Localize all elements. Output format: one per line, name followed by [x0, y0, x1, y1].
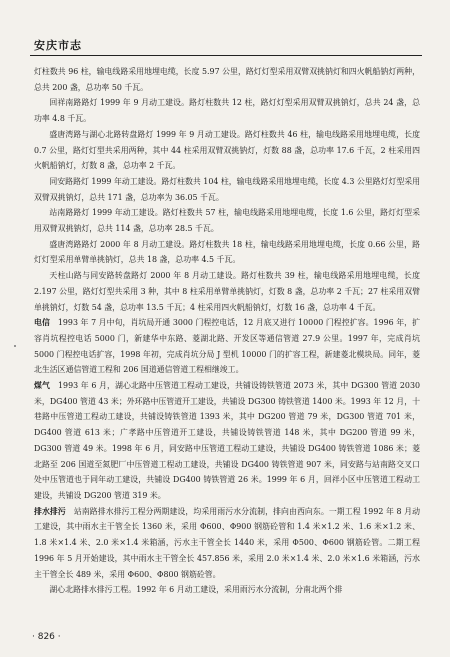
body-text — [34, 64, 420, 598]
paragraph — [34, 268, 420, 315]
paragraph — [34, 582, 420, 598]
section-term-drainage: 排水排污 — [34, 506, 66, 516]
paragraph — [34, 205, 420, 236]
paragraph — [34, 127, 420, 174]
paragraph-text: 回祥南路路灯 1999 年 9 月动工建设。路灯柱数共 12 柱，路灯灯型采用双臂双挑钠灯，总共 24 盏，总功率 4.8 千瓦。 — [34, 98, 420, 124]
scan-dot — [14, 345, 16, 347]
paragraph-text: 站南路路灯 1999 年动工建设。路灯柱数共 57 柱，输电线路采用地埋电缆，长度 1.6 公里，路灯灯型采用双臂双挑钠灯，总共 114 盏，总功率 28.5 千瓦。 — [34, 208, 420, 234]
paragraph-text: 天柱山路与同安路转盘路灯 2000 年 8 月动工建设。路灯柱数共 39 柱，输电线路采用地埋电缆，长度 2.197 公里，路灯灯型共采用 3 种，其中 8 柱采用单臂单挑钠灯，灯数 8 盏，总功率 2 千瓦；27 柱采用双臂单挑钠灯，灯数 54 盏，总功率 13.5 千瓦；4 柱采用四火帆船钠灯，灯数 16 盏，总功率 4 千瓦。 — [34, 271, 420, 312]
paragraph — [34, 174, 420, 205]
page-header-title: 安庆市志 — [34, 39, 82, 52]
paragraph-text: 盛唐湾路与湖心北路转盘路灯 1999 年 9 月动工建设。路灯柱数共 46 柱，输电线路采用地埋电缆，长度 0.7 公里，路灯灯型共采用两种，其中 44 柱采用双臂双挑钠灯，灯数 88 盏，总功率 17.6 千瓦，2 柱采用四火帆船钠灯，灯数 8 盏，总功率 2 千瓦。 — [34, 129, 420, 171]
paragraph-text: 站南路排水排污工程分两期建设，均采用雨污水分流制，排向由西向东。一期工程 1992 年 8 月动工建设，其中雨水主干管全长 1360 米，采用 Φ600、Φ900 钢筋砼管和 1.4 米×1.2 米、1.6 米×1.2 米、1.8 米×1.4 米、2.0 米×1.4 米箱涵，污水主干管全长 1440 米，采用 Φ500、Φ600 钢筋砼管。二期工程 1996 年 5 月开始建设，其中雨水主干管全长 457.856 米，采用 2.0 米×1.4 米、2.0 米×1.6 米箱涵，污水主干管全长 489 米，采用 Φ600、Φ800 钢筋砼管。 — [34, 506, 420, 579]
paragraph-text: 同安路路灯 1999 年动工建设。路灯柱数共 104 柱，输电线路采用地埋电缆，长度 4.3 公里路灯灯型采用双臂双挑钠灯，总共 171 盏，总功率为 36.05 千瓦。 — [34, 176, 420, 202]
paragraph — [34, 378, 420, 504]
section-term-telecom: 电信 — [34, 318, 50, 328]
paragraph-text: 1993 年 7 月中旬，肖坑局开通 3000 门程控电话，12 月底又进行 10000 门程控扩容。1996 年，扩容肖坑程控电话 5000 门，新建华中东路、菱湖北路、开发区等通信管道 27.9 公里。1997 年，完成肖坑 5000 门程控电话扩容，1998 年初，完成肖坑分局 J 型机 10000 门的扩容工程，新建菱北模块局。同年，菱北生活区通信管道工程和 206 国道通信管道工程相继竣工。 — [34, 318, 420, 375]
section-term-gas: 煤气 — [34, 381, 51, 391]
paragraph — [34, 315, 420, 378]
paragraph-text: 盛唐湾路路灯 2000 年 8 月动工建设。路灯柱数共 18 柱，输电线路采用地埋电缆，长度 0.66 公里，路灯灯型采用单臂单挑钠灯，总共 18 盏，总功率 4.5 千瓦。 — [34, 239, 420, 265]
paragraph-text: 灯柱数共 96 柱，输电线路采用地埋电缆，长度 5.97 公里，路灯灯型采用双臂双挑钠灯和四火帆船钠灯两种，总共 200 盏，总功率 50 千瓦。 — [34, 67, 420, 92]
header-rule — [30, 55, 422, 56]
paragraph — [34, 64, 420, 95]
paragraph — [34, 237, 420, 268]
paragraph — [34, 95, 420, 126]
paragraph — [34, 504, 420, 583]
page-number: · 826 · — [32, 632, 61, 642]
paragraph-text: 1993 年 6 月，湖心北路中压管道工程动工建设，共铺设铸铁管道 2073 米，其中 DG300 管道 2030 米，DG400 管道 43 米；外环路中压管道开工建设，共铺设 DG300 铸铁管道 1400 米。1993 年 12 月，十巷路中压管道工程动工建设，共铺设铸铁管道 1393 米，其中 DG200 管道 79 米，DG300 管道 701 米，DG400 管道 613 米；广孝路中压管道开工建设，共铺设铸铁管道 148 米，其中 DG200 管道 99 米，DG300 管道 49 米。1998 年 6 月，同安路中压管道工程动工建设，共铺设 DG400 铸铁管道 1086 米；菱北路至 206 国道至氮肥厂中压管道工程动工建设，共铺设 DG400 铸铁管道 907 米，同安路与站南路交叉口处中压管道也于同年动工建设，共铺设 DG400 铸铁管道 26 米。1999 年 6 月，回祥小区中压管道工程动工建设，共铺设 DG200 管道 319 米。 — [34, 381, 420, 500]
paragraph-text: 湖心北路排水排污工程。1992 年 6 月动工建设，采用雨污水分流制，分南北两个排 — [49, 585, 343, 595]
